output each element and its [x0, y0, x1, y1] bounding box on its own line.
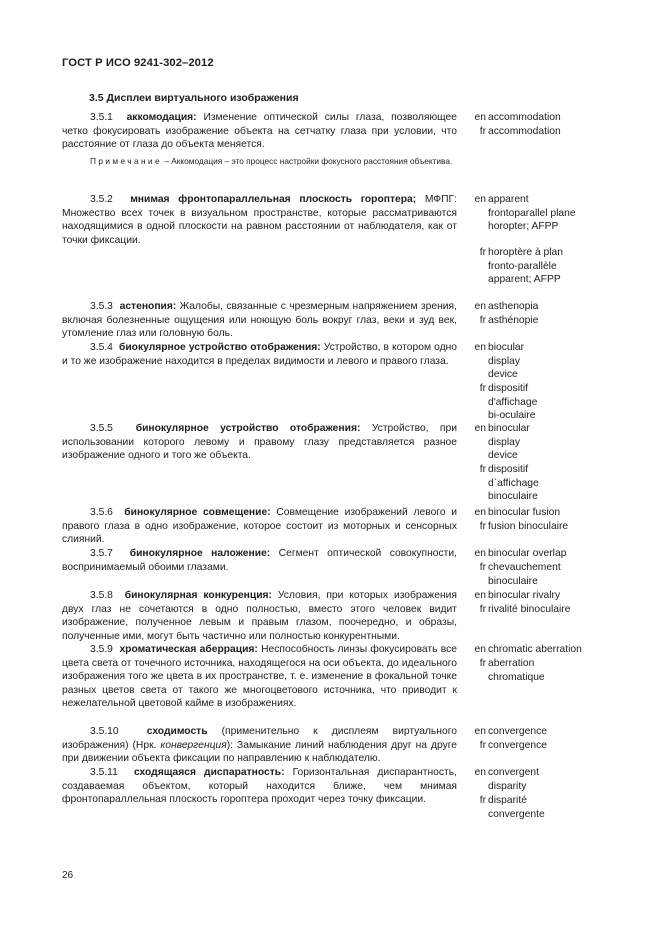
entry-definition: (применительно к дисплеям виртуального изображения) (Нрк. — [62, 726, 457, 751]
entry-definition: Сегмент оптической совокупности, воспринимаемый обоими глазами. — [62, 548, 457, 573]
lang-code-fr: fr — [479, 521, 486, 532]
lang-code-fr: fr — [479, 126, 486, 137]
entry-term: хроматическая аберрация: — [119, 644, 258, 655]
term-fr: dispositif d`affichage binoculaire — [488, 464, 539, 502]
lang-code-fr: fr — [479, 795, 486, 806]
term-fr: rivalité binoculaire — [488, 604, 571, 615]
entry-definition: Жалобы, связанные с чрезмерным напряжением зрения, включая болезненные ощущения или ноющую боль вокруг глаз, веки и зуд век, утомление глаз или головную боль. — [62, 301, 457, 339]
entry-3-5-4 — [62, 341, 457, 368]
lang-code-en: en — [474, 507, 486, 518]
entry-definition: Устройство, при использовании которого левому и правому глазу представляется разное изображение одного и того же объекта. — [62, 423, 457, 461]
entry-definition: Условия, при которых изображения двух глаз не сочетаются в одно полностью, вместо этого человек видит изображение, полученное левым и правым глазом, поочередно, и образы, полученные ими, могут быть частично или полностью конкурентными. — [62, 590, 458, 642]
entry-3-5-11 — [62, 766, 457, 807]
entry-number: 3.5.9 — [90, 644, 113, 655]
note-text: – Аккомодация – это процесс настройки фокусного расстояния объектива. — [164, 156, 453, 166]
lang-code-en: en — [474, 423, 486, 434]
page-number: 26 — [62, 870, 74, 881]
lang-code-en: en — [474, 112, 486, 123]
lang-code-fr: fr — [479, 247, 486, 258]
document-header: ГОСТ Р ИСО 9241-302–2012 — [62, 57, 214, 69]
entry-number: 3.5.2 — [90, 194, 113, 205]
entry-term: бинокулярная конкуренция: — [124, 590, 272, 601]
entry-3-5-2 — [62, 193, 457, 247]
entry-definition-continued: ): Замыкание линий наблюдения друг на друге при движении объекта фиксации по направлению к наблюдателю. — [62, 739, 457, 764]
entry-term: бинокулярное наложение: — [129, 548, 271, 559]
entry-term: сходящаяся диспаратность: — [133, 767, 285, 778]
entry-number: 3.5.11 — [90, 767, 118, 778]
lang-code-fr: fr — [479, 315, 486, 326]
term-fr: aberration chromatique — [488, 658, 545, 683]
entry-number: 3.5.7 — [90, 548, 113, 559]
term-fr: dispositif d'affichage bi-oculaire — [488, 383, 538, 421]
term-fr: fusion binoculaire — [488, 521, 569, 532]
term-fr: convergence — [488, 740, 547, 751]
entry-term: мнимая фронтопараллельная плоскость гороптера; — [130, 194, 417, 205]
entry-3-5-3 — [62, 300, 457, 341]
term-en: binocular rivalry — [488, 590, 561, 601]
entry-number: 3.5.3 — [90, 301, 113, 312]
lang-code-en: en — [474, 342, 486, 353]
term-en: binocular overlap — [488, 548, 567, 559]
term-en: biocular display device — [488, 342, 525, 380]
note-label: Примечание — [90, 156, 163, 166]
entry-definition: Горизонтальная диспарантность, создаваемая объектом, который находится ближе, чем мнимая фронтопараллельная плоскость гороптера проходит через точку фиксации. — [62, 767, 457, 805]
lang-code-en: en — [474, 301, 486, 312]
term-fr: accommodation — [488, 126, 561, 137]
entry-3-5-10 — [62, 725, 457, 766]
note-3-5-1 — [62, 155, 457, 168]
entry-definition: МФПГ: Множество всех точек в визуальном пространстве, которые рассматриваются находящимися в одной плоскости на равном расстоянии от наблюдателя, как от точки фиксации. — [62, 194, 457, 246]
lang-code-en: en — [474, 767, 486, 778]
term-fr: chevauchement binoculaire — [488, 562, 561, 587]
entry-deprecated-term: конвергенция — [160, 739, 227, 751]
lang-code-fr: fr — [479, 562, 486, 573]
term-en: apparent frontoparallel plane horopter; AFPP — [488, 194, 576, 232]
entry-definition: Неспособность линзы фокусировать все цвета света от точечного источника, находящегося на оси объекта, до идеального изображения того же цвета в их пространстве, т. е. изменение в фокальной точке разных цветов света от такого же многоцветового источника, что приводит к нежелательной цветовой кайме в изображениях. — [62, 644, 457, 709]
entry-number: 3.5.10 — [90, 726, 119, 737]
entry-term: бинокулярное совмещение: — [124, 507, 271, 518]
entry-3-5-9 — [62, 643, 457, 711]
entry-number: 3.5.4 — [90, 342, 113, 353]
section-title: 3.5 Дисплеи виртуального изображения — [89, 92, 299, 104]
term-fr: asthénopie — [488, 315, 539, 326]
entry-term: сходимость — [146, 726, 208, 737]
entry-definition: Устройство, в котором одно и то же изображение находится в пределах видимости и левого и правого глаза. — [62, 342, 457, 367]
term-en: binocular display device — [488, 423, 530, 461]
entry-term: аккомодация: — [126, 112, 197, 123]
term-fr: disparité convergente — [488, 795, 545, 820]
lang-code-en: en — [474, 548, 486, 559]
lang-code-en: en — [474, 726, 486, 737]
entry-3-5-7 — [62, 547, 457, 574]
entry-number: 3.5.1 — [90, 112, 113, 123]
entry-number: 3.5.6 — [90, 507, 113, 518]
entry-definition: Совмещение изображений левого и правого глаза в одно изображение, которое состоит из моторных и сенсорных слияний. — [62, 507, 457, 545]
lang-code-fr: fr — [479, 740, 486, 751]
lang-code-en: en — [474, 590, 486, 601]
lang-code-fr: fr — [479, 658, 486, 669]
term-fr: horoptère à plan fronto-parallèle apparent; AFPP — [488, 247, 563, 285]
entry-number: 3.5.5 — [90, 423, 113, 434]
lang-code-en: en — [474, 644, 486, 655]
entry-definition: Изменение оптической силы глаза, позволяющее четко фокусировать изображение объекта на сетчатку глаза при условии, что расстояние от глаза до объекта меняется. — [62, 112, 457, 150]
entry-number: 3.5.8 — [90, 590, 113, 601]
entry-3-5-1 — [62, 111, 457, 152]
entry-term: астенопия: — [119, 301, 177, 312]
lang-code-fr: fr — [479, 383, 486, 394]
term-en: convergence — [488, 726, 547, 737]
term-en: asthenopia — [488, 301, 539, 312]
term-en: chromatic aberration — [488, 644, 582, 655]
term-en: convergent disparity — [488, 767, 539, 792]
entry-term: биокулярное устройство отображения: — [118, 342, 321, 353]
lang-code-fr: fr — [479, 604, 486, 615]
term-en: accommodation — [488, 112, 561, 123]
entry-3-5-5 — [62, 422, 457, 463]
lang-code-en: en — [474, 194, 486, 205]
entry-3-5-6 — [62, 506, 457, 547]
entry-3-5-8 — [62, 589, 457, 643]
lang-code-fr: fr — [479, 464, 486, 475]
entry-term: бинокулярное устройство отображения: — [135, 423, 361, 434]
term-en: binocular fusion — [488, 507, 561, 518]
